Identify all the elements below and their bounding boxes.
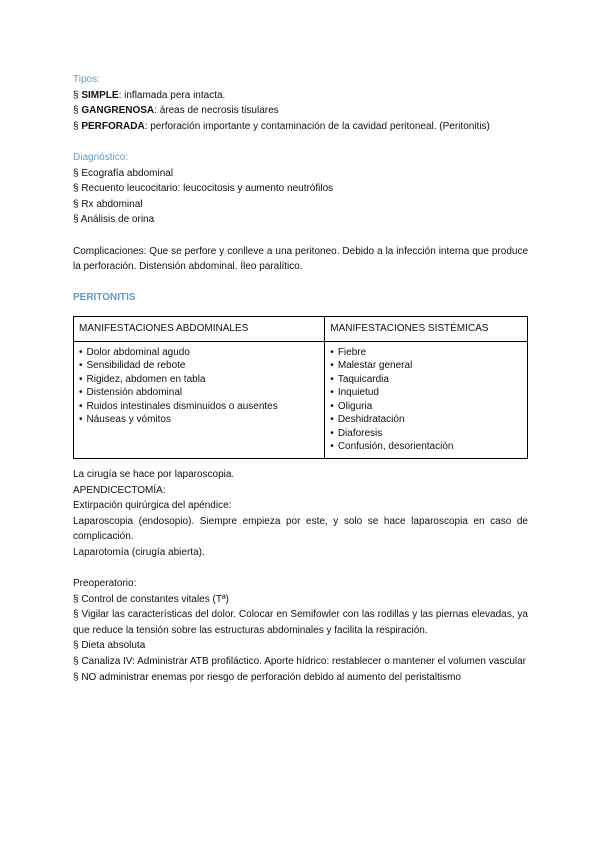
diagnostico-item: § Rx abdominal bbox=[73, 198, 143, 210]
preoperatorio-item: § Dieta absoluta bbox=[73, 640, 146, 652]
list-item: • Taquicardia bbox=[330, 373, 522, 387]
list-item: • Fiebre bbox=[330, 346, 522, 360]
diagnostico-item: § Recuento leucocitario: leucocitosis y aumento neutrófilos bbox=[73, 183, 334, 195]
list-item: • Diaforesis bbox=[330, 427, 522, 441]
tipos-item-perforada bbox=[73, 119, 528, 135]
list-item: • Deshidratación bbox=[330, 413, 522, 427]
laparoscopia-paragraph: Laparoscopia (endosopio). Siempre empieza por este, y solo se hace laparoscopia en caso de complicación. bbox=[73, 515, 528, 543]
sistemicas-list bbox=[330, 346, 522, 454]
diagnostico-item: § Análisis de orina bbox=[73, 214, 155, 226]
list-item: • Sensibilidad de rebote bbox=[79, 359, 319, 373]
tipos-item-desc: : perforación importante y contaminación de la cavidad peritoneal. (Peritonitis) bbox=[144, 120, 490, 132]
tipos-item-term: SIMPLE bbox=[81, 89, 119, 101]
preoperatorio-item: § NO administrar enemas por riesgo de perforación debido al aumento del peristaltismo bbox=[73, 671, 461, 683]
tipos-heading: Tipos: bbox=[73, 74, 100, 85]
table-header-abdominales: MANIFESTACIONES ABDOMINALES bbox=[74, 316, 325, 341]
document-content bbox=[73, 72, 528, 685]
list-item: • Ruidos intestinales disminuidos o ausentes bbox=[79, 400, 319, 414]
list-item: • Distensión abdominal bbox=[79, 386, 319, 400]
peritonitis-table bbox=[73, 316, 528, 459]
section-marker: § bbox=[73, 120, 79, 132]
peritonitis-heading: PERITONITIS bbox=[73, 292, 136, 304]
table-header-sistemicas: MANIFESTACIONES SISTÉMICAS bbox=[325, 316, 528, 341]
list-item: • Inquietud bbox=[330, 386, 522, 400]
list-item: • Dolor abdominal agudo bbox=[79, 346, 319, 360]
preoperatorio-item: § Canaliza IV: Administrar ATB profiláctico. Aporte hídrico: restablecer o mantener el volumen vascular bbox=[73, 656, 526, 668]
section-marker: § bbox=[73, 105, 79, 117]
tipos-item-desc: : inflamada pera intacta. bbox=[118, 89, 226, 101]
cirugia-line: La cirugía se hace por laparoscopia. bbox=[73, 468, 235, 480]
cirugia-line: Laparotomía (cirugía abierta). bbox=[73, 546, 205, 558]
tipos-item-simple bbox=[73, 88, 528, 104]
abdominales-list bbox=[79, 346, 319, 427]
cirugia-line: Extirpación quirúrgica del apéndice: bbox=[73, 500, 232, 512]
tipos-item-term: PERFORADA bbox=[81, 120, 145, 132]
section-marker: § bbox=[73, 89, 79, 101]
tipos-item-desc: : áreas de necrosis tisulares bbox=[154, 105, 279, 117]
list-item: • Oliguria bbox=[330, 400, 522, 414]
preoperatorio-item: § Control de constantes vitales (Tª) bbox=[73, 593, 229, 605]
tipos-item-term: GANGRENOSA bbox=[81, 105, 155, 117]
list-item: • Náuseas y vómitos bbox=[79, 413, 319, 427]
tipos-item-gangrenosa bbox=[73, 103, 528, 119]
diagnostico-item: § Ecografía abdominal bbox=[73, 167, 174, 179]
list-item: • Rigidez, abdomen en tabla bbox=[79, 373, 319, 387]
list-item: • Confusión, desorientación bbox=[330, 440, 522, 454]
preoperatorio-heading: Preoperatorio: bbox=[73, 578, 137, 590]
complicaciones-paragraph: Complicaciones: Que se perfore y conlleve a una peritoneo. Debido a la infección interna que produce la perforación. Distensión abdominal. Íleo paralítico. bbox=[73, 245, 528, 273]
apendicectomia-heading: APENDICECTOMÍA: bbox=[73, 484, 166, 496]
list-item: • Malestar general bbox=[330, 359, 522, 373]
diagnostico-heading: Diagnóstico: bbox=[73, 151, 129, 163]
table-cell-abdominales bbox=[74, 341, 325, 458]
table-cell-sistemicas bbox=[325, 341, 528, 458]
preoperatorio-item: § Vigilar las características del dolor. Colocar en Semifowler con las rodillas y las piernas elevadas, ya que reduce la tensión sobre las estructuras abdominales y facilita la respiración. bbox=[73, 609, 528, 636]
